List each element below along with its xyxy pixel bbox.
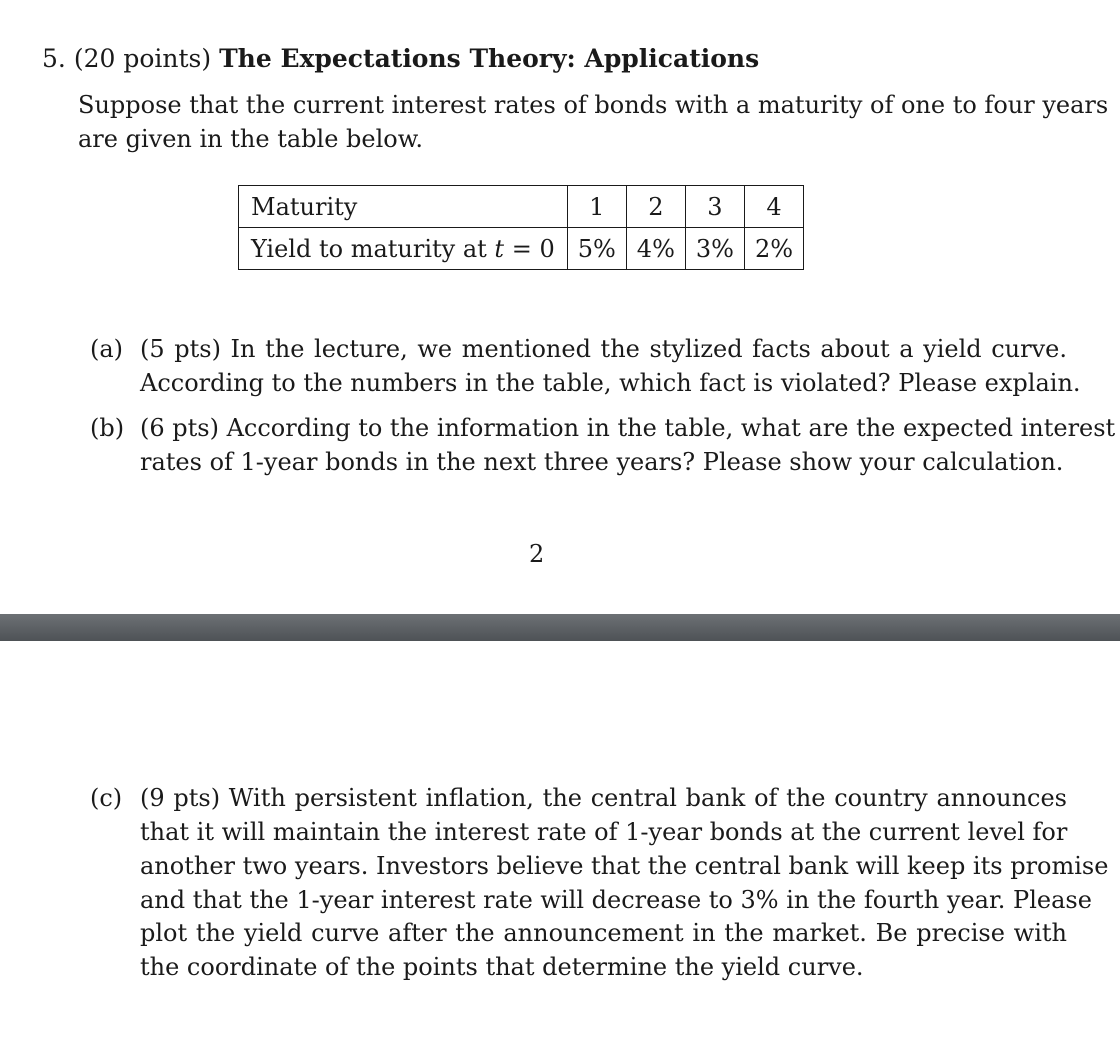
yield-label-suffix: = 0 bbox=[504, 234, 555, 263]
part-b-label: (b) bbox=[90, 414, 125, 442]
yield-row-label bbox=[239, 228, 568, 270]
part-b-line-2: rates of 1-year bonds in the next three years? Please show your calculation. bbox=[140, 448, 1064, 476]
yield-cell-1: 5% bbox=[567, 228, 626, 270]
maturity-cell-2: 2 bbox=[626, 186, 685, 228]
maturity-row bbox=[239, 186, 804, 228]
maturity-header: Maturity bbox=[239, 186, 568, 228]
part-a-line-2: According to the numbers in the table, which fact is violated? Please explain. bbox=[140, 369, 1081, 397]
page-number: 2 bbox=[529, 540, 545, 568]
part-c-label: (c) bbox=[90, 784, 123, 812]
part-c-line-4: and that the 1-year interest rate will decrease to 3% in the fourth year. Please bbox=[140, 886, 1092, 914]
part-c-line-5: plot the yield curve after the announcement in the market. Be precise with bbox=[140, 919, 1067, 947]
part-c-line-2: that it will maintain the interest rate of 1-year bonds at the current level for bbox=[140, 818, 1068, 846]
maturity-cell-1: 1 bbox=[567, 186, 626, 228]
maturity-cell-3: 3 bbox=[685, 186, 744, 228]
question-points: (20 points) bbox=[73, 44, 212, 73]
part-b-line-1: (6 pts) According to the information in the table, what are the expected interest bbox=[140, 414, 1116, 442]
question-title: The Expectations Theory: Applications bbox=[219, 44, 760, 73]
page-3 bbox=[0, 641, 1120, 1037]
yield-cell-3: 3% bbox=[685, 228, 744, 270]
yield-label-var: t bbox=[494, 234, 505, 263]
page-separator bbox=[0, 614, 1120, 641]
part-c-line-1: (9 pts) With persistent inflation, the central bank of the country announces bbox=[140, 784, 1067, 812]
maturity-cell-4: 4 bbox=[744, 186, 803, 228]
intro-line-1: Suppose that the current interest rates of bonds with a maturity of one to four years bbox=[78, 91, 1109, 119]
question-heading bbox=[42, 44, 759, 73]
question-number: 5. bbox=[42, 44, 66, 73]
yield-cell-4: 2% bbox=[744, 228, 803, 270]
yield-label-prefix: Yield to maturity at bbox=[251, 234, 495, 263]
part-a-line-1: (5 pts) In the lecture, we mentioned the stylized facts about a yield curve. bbox=[140, 335, 1067, 363]
part-a-label: (a) bbox=[90, 335, 124, 363]
part-c-line-3: another two years. Investors believe that the central bank will keep its promise bbox=[140, 852, 1109, 880]
yield-table bbox=[238, 185, 804, 270]
intro-line-2: are given in the table below. bbox=[78, 125, 424, 153]
yield-cell-2: 4% bbox=[626, 228, 685, 270]
part-c-line-6: the coordinate of the points that determine the yield curve. bbox=[140, 953, 864, 981]
yield-row bbox=[239, 228, 804, 270]
